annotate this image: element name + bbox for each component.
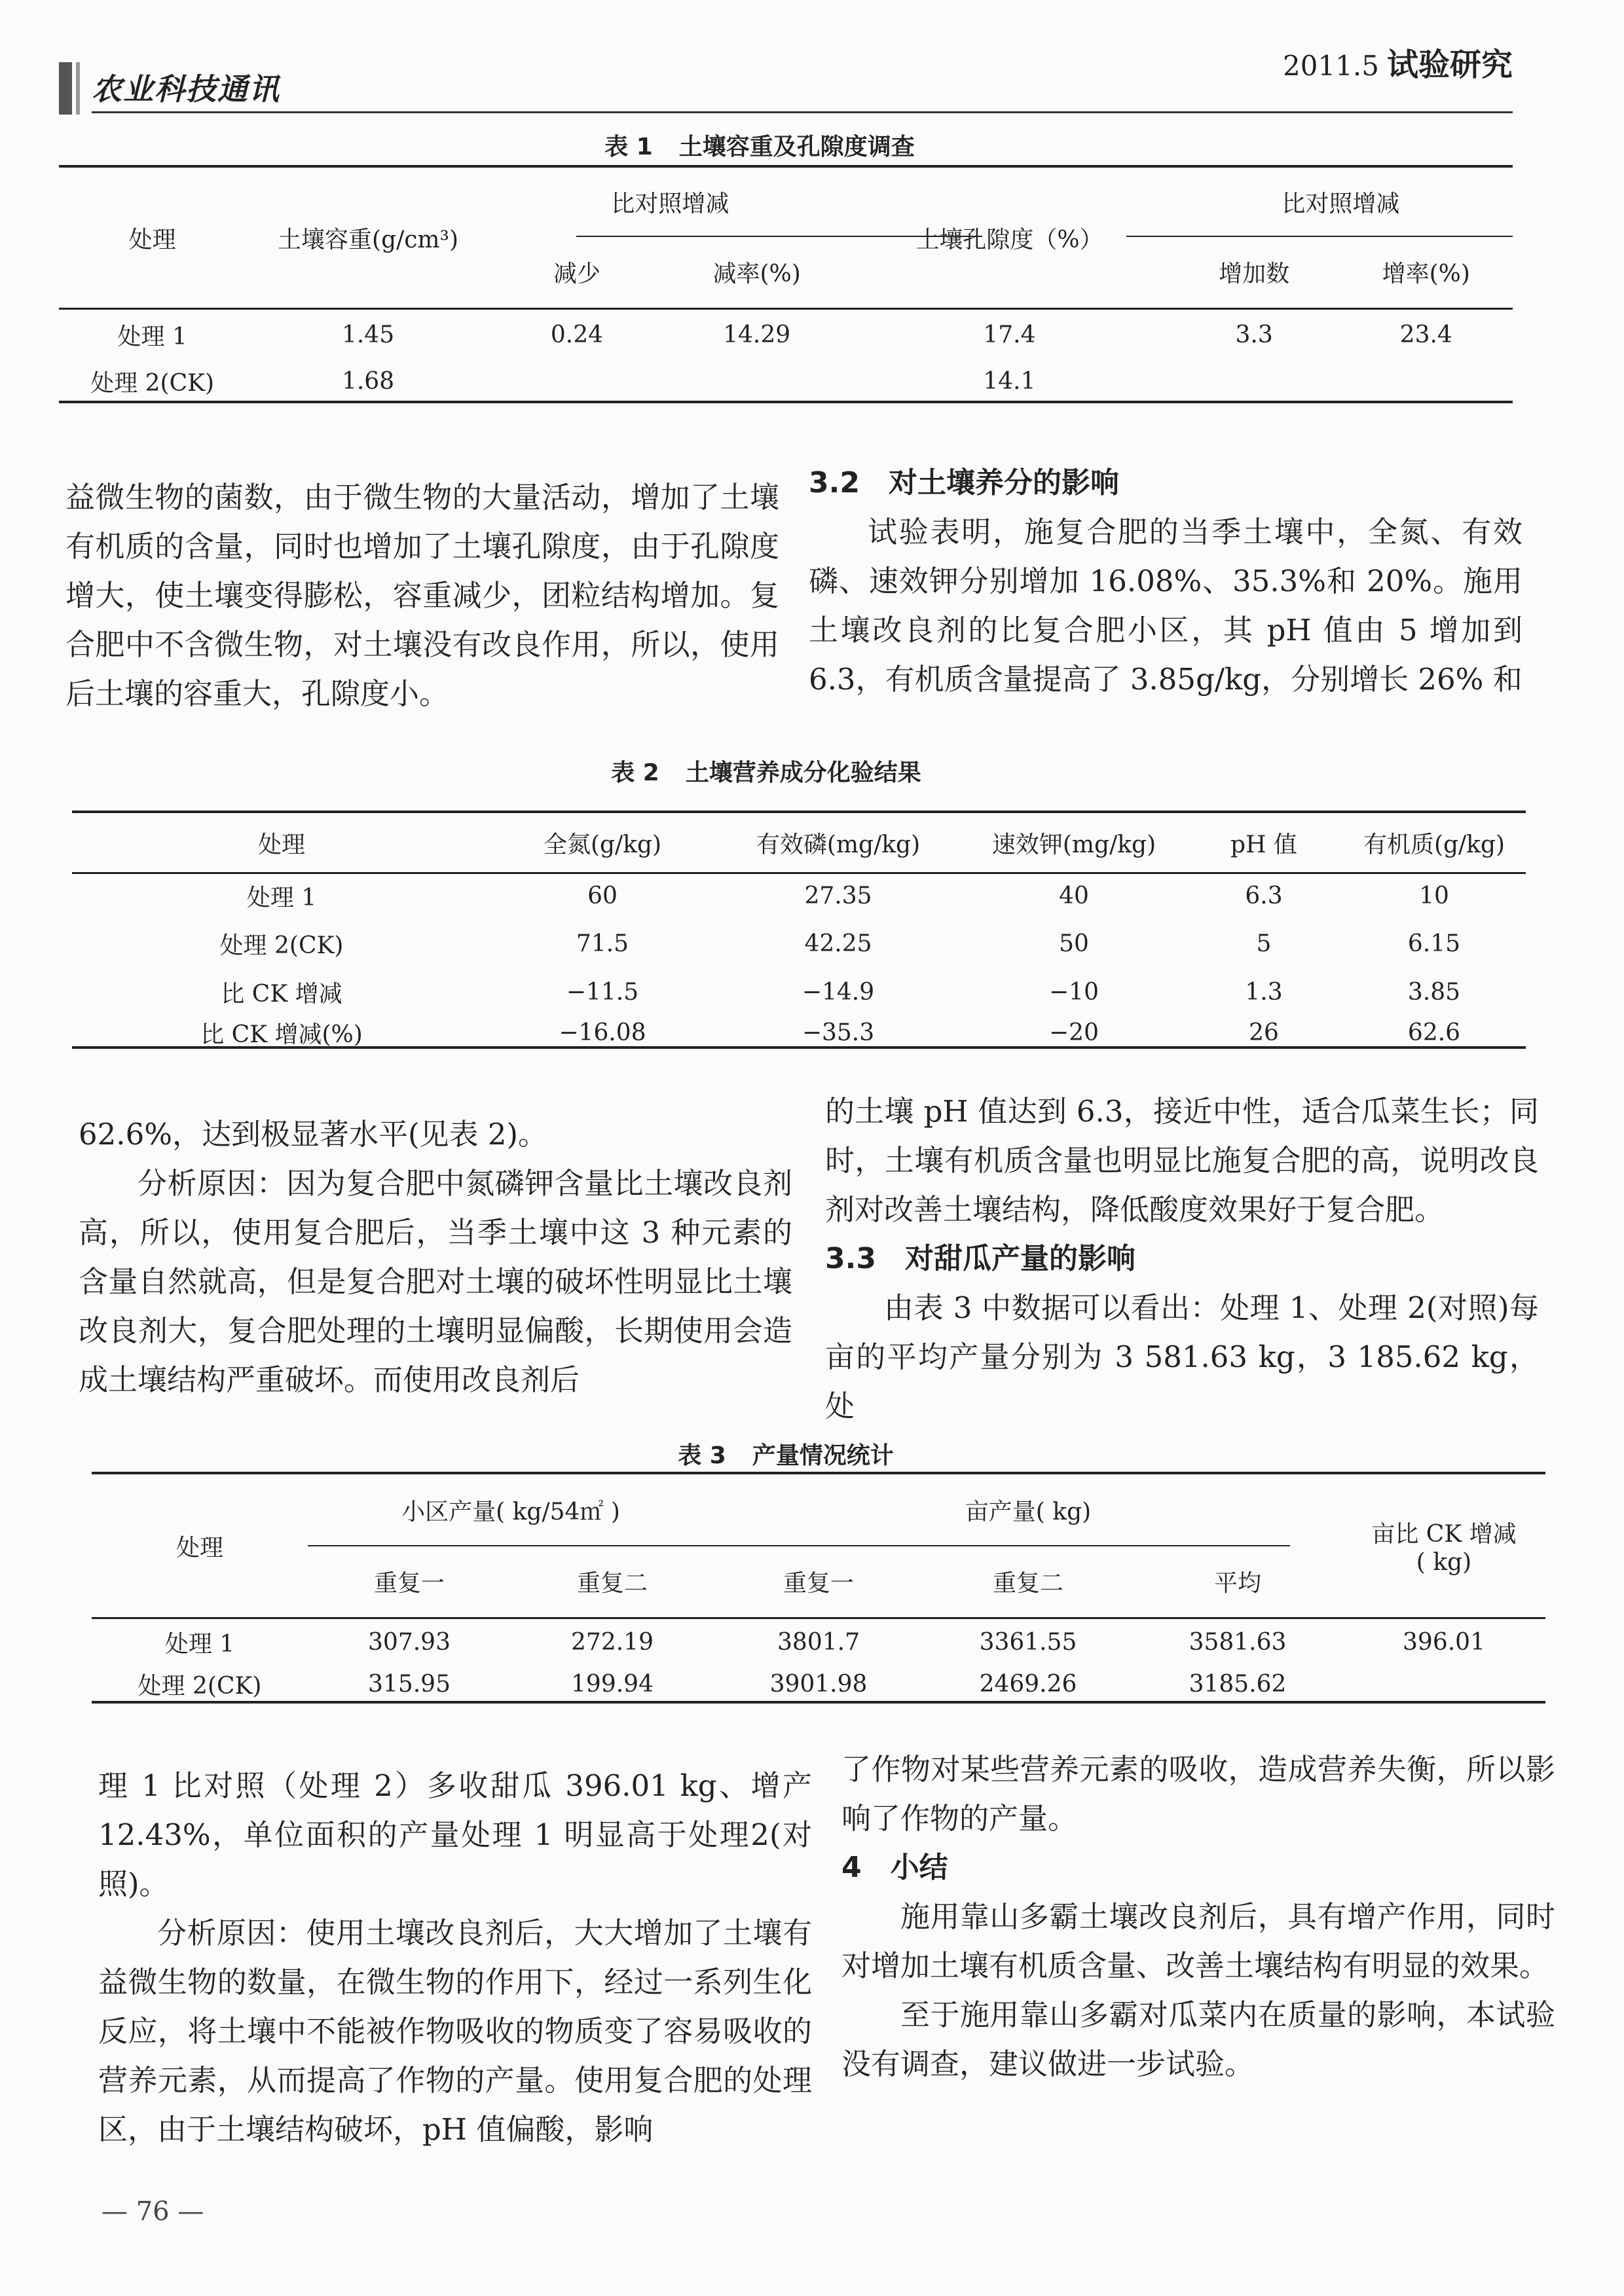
table2-cell: 10	[1419, 882, 1449, 909]
table2-h-n: 全氮(g/kg)	[543, 831, 662, 858]
table3-h-cmp	[1342, 1474, 1545, 1617]
para3-left-text-a: 理 1 比对照（处理 2）多收甜瓜 396.01 kg、增产 12.43%，单位面积的产量处理 1 明显高于处理2(对照)。	[98, 1768, 812, 1901]
table3	[92, 1474, 1545, 1701]
table3-caption-text: 产量情况统计	[752, 1442, 894, 1469]
table1-cell	[490, 361, 663, 401]
table-row	[92, 1667, 1545, 1701]
table2-cell: −14.9	[802, 978, 875, 1006]
table-row	[59, 308, 1513, 361]
table3-cell: 396.01	[1403, 1628, 1485, 1656]
table1-cell	[663, 361, 850, 401]
para2-left	[79, 1110, 792, 1404]
table1-h-cmp2: 比对照增减	[1282, 190, 1400, 217]
para3-right-text-a: 了作物对某些营养元素的吸收，造成营养失衡，所以影响了作物的产量。	[841, 1752, 1555, 1836]
page-number: — 76 —	[101, 2196, 204, 2227]
para3-right-text-b: 施用靠山多霸土壤改良剂后，具有增产作用，同时对增加土壤有机质含量、改善土壤结构有明显的效果。	[841, 1899, 1555, 1983]
table3-h-plot: 小区产量( kg/54㎡ )	[401, 1498, 620, 1525]
table2-cell: 6.15	[1407, 930, 1461, 957]
table1-caption-text: 土壤容重及孔隙度调查	[678, 134, 915, 160]
table2-cell: 比 CK 增减	[221, 980, 342, 1008]
table2-cell: 6.3	[1245, 882, 1283, 909]
table1-cell: 1.68	[341, 367, 395, 395]
table1-h-incrate: 增率(%)	[1382, 260, 1470, 287]
table1-h-decrate: 减率(%)	[712, 260, 801, 287]
table3-cell: 272.19	[571, 1628, 654, 1656]
table3-cell: 3801.7	[777, 1628, 860, 1656]
table2-h-ph: pH 值	[1230, 831, 1297, 858]
para3-left-text-b: 分析原因：使用土壤改良剂后，大大增加了土壤有益微生物的数量，在微生物的作用下，经过一系列生化反应，将土壤中不能被作物吸收的物质变了容易吸收的营养元素，从而提高了作物的产量。使用复合肥的处理区，由于土壤结构破坏，pH 值偏酸，影响	[98, 1916, 812, 2147]
table2-caption-text: 土壤营养成分化验结果	[685, 759, 921, 786]
issue-number: 2011.5	[1283, 50, 1379, 82]
journal-name: 农业科技通讯	[92, 71, 280, 107]
table3-h-r2: 重复二	[576, 1569, 648, 1597]
table3-h-cmp-label: 亩比 CK 增减	[1371, 1521, 1517, 1548]
table-row	[92, 1617, 1545, 1667]
table2-h-p: 有效磷(mg/kg)	[756, 831, 921, 858]
table3-h-r1: 重复一	[373, 1569, 445, 1597]
table2-cell: 40	[1059, 882, 1089, 909]
table2-cell: −10	[1049, 978, 1099, 1006]
issue-label	[1283, 39, 1513, 84]
table2-cell: −20	[1049, 1019, 1099, 1046]
section-3-2-heading: 3.2 对土壤养分的影响	[809, 466, 1119, 500]
table2-cell: 60	[587, 882, 618, 909]
table-row	[72, 872, 1526, 919]
para2-right	[825, 1087, 1539, 1430]
para2-right-text-b: 由表 3 中数据可以看出：处理 1、处理 2(对照)每亩的平均产量分别为 3 581.63 kg，3 185.62 kg，处	[825, 1290, 1539, 1423]
section-3-3-heading: 3.3 对甜瓜产量的影响	[825, 1242, 1135, 1275]
header-bar-decoration-thin	[76, 62, 80, 115]
table-row	[72, 1016, 1526, 1049]
table1-cell: 处理 1	[117, 323, 187, 350]
table3-cell: 307.93	[368, 1628, 451, 1656]
para1-left	[65, 473, 779, 718]
table3-cell: 3185.62	[1189, 1670, 1287, 1698]
table1-cell: 1.45	[341, 321, 395, 348]
table1-h-dec: 减少	[553, 260, 600, 287]
table3-caption	[85, 1437, 1486, 1470]
table3-cell: 3361.55	[979, 1628, 1077, 1656]
table3-bottom-rule	[92, 1701, 1545, 1704]
table2-cell: 27.35	[804, 882, 872, 909]
table1-cell: 3.3	[1235, 321, 1273, 348]
table2-caption-num: 表 2	[611, 759, 659, 786]
para1-right	[809, 458, 1522, 704]
table1-caption	[59, 128, 1460, 162]
table3-cell: 3581.63	[1189, 1628, 1287, 1656]
table2-cell: 71.5	[576, 930, 629, 957]
table3-cell: 处理 1	[164, 1630, 235, 1658]
para1-left-text: 益微生物的菌数，由于微生物的大量活动，增加了土壤有机质的含量，同时也增加了土壤孔隙度，由于孔隙度增大，使土壤变得膨松，容重减少，团粒结构增加。复合肥中不含微生物，对土壤没有改良作用，所以，使用后土壤的容重大，孔隙度小。	[65, 480, 779, 711]
table1-cell: 17.4	[983, 321, 1036, 348]
table1-cell: 14.1	[983, 367, 1036, 395]
table-row	[72, 968, 1526, 1016]
table3-cell: 处理 2(CK)	[138, 1672, 262, 1700]
table-row	[72, 919, 1526, 968]
para3-right	[841, 1745, 1555, 2088]
table3-cell	[1342, 1667, 1545, 1701]
table2-cell: 50	[1059, 930, 1089, 957]
table2-h-k: 速效钾(mg/kg)	[991, 831, 1156, 858]
table2-h-treat: 处理	[257, 831, 305, 858]
table2-cell: 42.25	[804, 930, 872, 957]
table3-cell: 315.95	[368, 1670, 451, 1698]
table-row	[59, 361, 1513, 401]
header-bar-decoration	[59, 62, 72, 115]
table1-cell	[1169, 361, 1340, 401]
para3-right-text-c: 至于施用靠山多霸对瓜菜内在质量的影响，本试验没有调查，建议做进一步试验。	[841, 1997, 1555, 2081]
table3-h-r3: 重复一	[783, 1569, 854, 1597]
table3-h-avg: 平均	[1213, 1569, 1261, 1597]
table1-h-porosity: 土壤孔隙度（%）	[915, 226, 1103, 253]
section-name: 试验研究	[1386, 46, 1513, 83]
table2-cell: 处理 1	[246, 884, 317, 911]
table1-cell: 0.24	[550, 321, 604, 348]
table2-cell: −35.3	[802, 1019, 875, 1046]
table3-h-cmp-unit: ( kg)	[1416, 1549, 1472, 1576]
table2-h-om: 有机质(g/kg)	[1363, 831, 1505, 858]
table1-h-density: 土壤容重(g/cm³)	[278, 226, 459, 253]
section-4-heading: 4 小结	[841, 1851, 948, 1884]
table2-cell: 比 CK 增减(%)	[200, 1021, 363, 1048]
table3-h-mu: 亩产量( kg)	[965, 1498, 1092, 1525]
table3-h-r4: 重复二	[992, 1569, 1063, 1597]
table3-h-treat: 处理	[175, 1534, 223, 1561]
para2-left-text-b: 分析原因：因为复合肥中氮磷钾含量比土壤改良剂高，所以，使用复合肥后，当季土壤中这 3 种元素的含量自然就高，但是复合肥对土壤的破坏性明显比土壤改良剂大，复合肥处理的土壤明显偏酸，长期使用会造成土壤结构严重破坏。而使用改良剂后	[79, 1166, 792, 1397]
table2-cell: 处理 2(CK)	[219, 932, 344, 959]
table2-cell: −11.5	[566, 978, 639, 1006]
table1-cell: 处理 2(CK)	[90, 369, 215, 397]
table2-caption	[65, 754, 1467, 788]
table1-cell: 23.4	[1399, 321, 1452, 348]
table1-h-inc: 增加数	[1219, 260, 1290, 287]
table2-cell: 26	[1249, 1019, 1279, 1046]
header-rule	[92, 111, 1513, 113]
table1-bottom-rule	[59, 401, 1513, 403]
table2-cell: 1.3	[1245, 978, 1283, 1006]
table1	[59, 168, 1513, 401]
table2-cell: 5	[1256, 930, 1272, 957]
para1-right-text: 试验表明，施复合肥的当季土壤中，全氮、有效磷、速效钾分别增加 16.08%、35.3%和 20%。施用土壤改良剂的比复合肥小区，其 pH 值由 5 增加到 6.3，有机质含量提高了 3.85g/kg，分别增长 26% 和	[809, 515, 1522, 697]
table3-caption-num: 表 3	[678, 1442, 726, 1469]
table1-h-treat: 处理	[128, 226, 176, 253]
table2-cell: 62.6	[1407, 1019, 1461, 1046]
para2-right-text-a: 的土壤 pH 值达到 6.3，接近中性，适合瓜菜生长；同时，土壤有机质含量也明显比施复合肥的高，说明改良剂对改善土壤结构，降低酸度效果好于复合肥。	[825, 1094, 1539, 1227]
table1-caption-num: 表 1	[604, 134, 653, 160]
table3-cell: 2469.26	[979, 1670, 1077, 1698]
table1-cell: 14.29	[723, 321, 791, 348]
table1-cell	[1340, 361, 1513, 401]
table2	[72, 813, 1526, 1049]
table1-h-cmp1: 比对照增减	[611, 190, 729, 217]
table2-cell: −16.08	[559, 1019, 646, 1046]
table2-cell: 3.85	[1407, 978, 1461, 1006]
para3-left	[98, 1761, 812, 2154]
table3-cell: 199.94	[571, 1670, 654, 1698]
table3-cell: 3901.98	[769, 1670, 868, 1698]
para2-left-text-a: 62.6%，达到极显著水平(见表 2)。	[79, 1117, 548, 1152]
